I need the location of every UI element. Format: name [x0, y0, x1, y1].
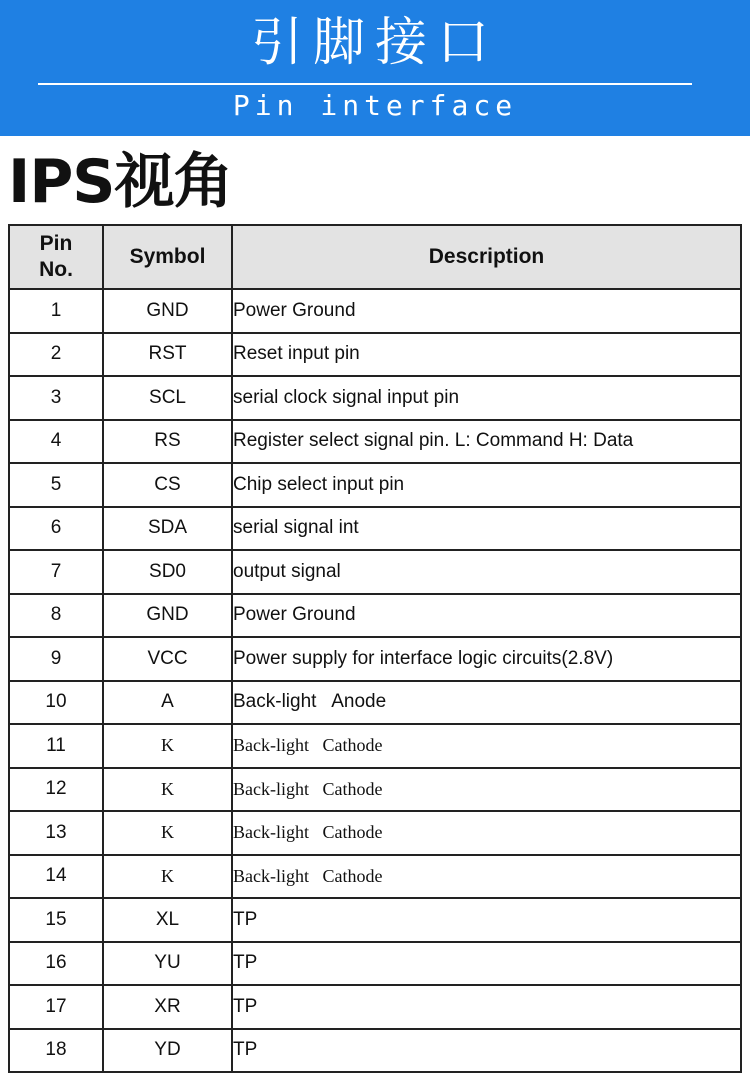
cell-symbol: A: [103, 681, 232, 725]
table-row: [9, 333, 741, 377]
cell-description: Back-light Anode: [232, 681, 741, 725]
section-title: IPS视角: [8, 147, 233, 217]
column-header-pin-label: Pin No.: [39, 232, 73, 281]
cell-description: Chip select input pin: [232, 463, 741, 507]
cell-symbol: GND: [103, 594, 232, 638]
table-row: [9, 855, 741, 899]
header-subtitle: Pin interface: [232, 89, 518, 122]
table-row: [9, 507, 741, 551]
cell-pin: 4: [9, 420, 103, 464]
cell-description: output signal: [232, 550, 741, 594]
cell-description: Register select signal pin. L: Command H: Data: [232, 420, 741, 464]
cell-symbol: SCL: [103, 376, 232, 420]
cell-pin: 7: [9, 550, 103, 594]
cell-symbol: YU: [103, 942, 232, 986]
table-row: [9, 376, 741, 420]
cell-pin: 13: [9, 811, 103, 855]
cell-pin: 14: [9, 855, 103, 899]
cell-pin: 12: [9, 768, 103, 812]
header-divider: [38, 83, 692, 85]
cell-symbol: K: [103, 811, 232, 855]
table-row: [9, 1029, 741, 1073]
cell-description: serial clock signal input pin: [232, 376, 741, 420]
cell-symbol: SD0: [103, 550, 232, 594]
cell-description: Power supply for interface logic circuits(2.8V): [232, 637, 741, 681]
cell-pin: 17: [9, 985, 103, 1029]
cell-symbol: VCC: [103, 637, 232, 681]
cell-description: Back-light Cathode: [232, 811, 741, 855]
cell-description: serial signal int: [232, 507, 741, 551]
cell-symbol: XL: [103, 898, 232, 942]
table-row: [9, 724, 741, 768]
cell-pin: 6: [9, 507, 103, 551]
cell-description: TP: [232, 898, 741, 942]
column-header-symbol: Symbol: [103, 225, 232, 289]
table-row: [9, 768, 741, 812]
table-row: [9, 463, 741, 507]
cell-description: TP: [232, 942, 741, 986]
header-title: 引脚接口: [250, 13, 499, 73]
cell-description: Back-light Cathode: [232, 724, 741, 768]
table-row: [9, 811, 741, 855]
cell-symbol: K: [103, 768, 232, 812]
cell-pin: 18: [9, 1029, 103, 1073]
cell-symbol: XR: [103, 985, 232, 1029]
table-row: [9, 681, 741, 725]
cell-pin: 11: [9, 724, 103, 768]
cell-pin: 3: [9, 376, 103, 420]
cell-pin: 2: [9, 333, 103, 377]
table-row: [9, 289, 741, 333]
cell-pin: 5: [9, 463, 103, 507]
cell-description: TP: [232, 1029, 741, 1073]
table-row: [9, 898, 741, 942]
table-row: [9, 942, 741, 986]
cell-description: Power Ground: [232, 594, 741, 638]
cell-symbol: GND: [103, 289, 232, 333]
cell-pin: 15: [9, 898, 103, 942]
pin-table: [8, 224, 742, 1073]
cell-pin: 9: [9, 637, 103, 681]
cell-description: Power Ground: [232, 289, 741, 333]
cell-symbol: K: [103, 855, 232, 899]
cell-pin: 1: [9, 289, 103, 333]
cell-description: Back-light Cathode: [232, 768, 741, 812]
table-row: [9, 420, 741, 464]
cell-symbol: K: [103, 724, 232, 768]
table-row: [9, 985, 741, 1029]
cell-description: TP: [232, 985, 741, 1029]
column-header-pin: [9, 225, 103, 289]
cell-symbol: YD: [103, 1029, 232, 1073]
table-row: [9, 637, 741, 681]
header-banner: [0, 0, 750, 136]
table-header-row: [9, 225, 741, 289]
cell-symbol: CS: [103, 463, 232, 507]
cell-symbol: RS: [103, 420, 232, 464]
cell-symbol: SDA: [103, 507, 232, 551]
cell-symbol: RST: [103, 333, 232, 377]
cell-description: Reset input pin: [232, 333, 741, 377]
cell-pin: 10: [9, 681, 103, 725]
table-row: [9, 550, 741, 594]
cell-pin: 8: [9, 594, 103, 638]
cell-description: Back-light Cathode: [232, 855, 741, 899]
table-row: [9, 594, 741, 638]
cell-pin: 16: [9, 942, 103, 986]
column-header-description: Description: [232, 225, 741, 289]
